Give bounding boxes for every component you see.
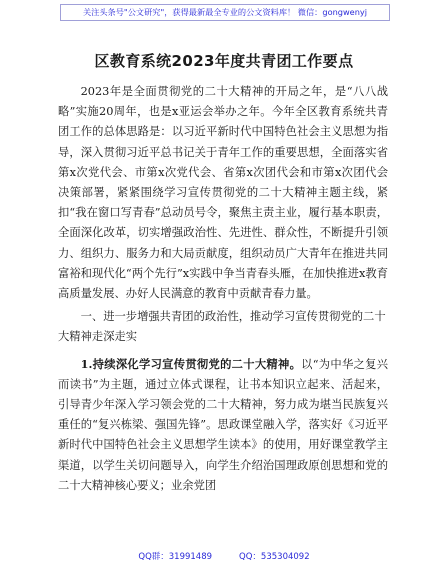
section-heading: 一、进一步增强共青团的政治性，推动学习宣传贯彻党的二十大精神走深走实 [58, 310, 386, 344]
document-title: 区教育系统2023年度共青团工作要点 [94, 52, 354, 70]
item-lead: 1.持续深化学习宣传贯彻党的二十大精神。 [80, 356, 302, 371]
item-paragraph [58, 354, 388, 496]
intro-paragraph: 2023年是全面贯彻党的二十大精神的开局之年，是“八八战略”实施20周年，也是x亚运会举办之年。今年全区教育系统共青团工作的总体思路是：以习近平新时代中国特色社会主义思想为指导，深入贯彻习近平总书记关于青年工作的重要思想，全面落实省第x次党代会、市第x次党代会、省第x次团代会和市第x次团代会决策部署，紧紧围绕学习宣传贯彻党的二十大精神主题主线，紧扣“我在窗口写青春”总动员号令，聚焦主责主业，履行基本职责，全面深化改革，切实增强政治性、先进性、群众性，不断提升引领力、组织力、服务力和大局贡献度，组织动员广大青年在推进共同富裕和现代化“两个先行”x实践中争当青春头雁，在加快推进x教育高质量发展、办好人民满意的教育中贡献青春力量。 [58, 85, 388, 301]
contact-footer: QQ群：31991489 QQ：535304092 [138, 552, 310, 562]
promo-banner [60, 4, 390, 21]
item-text: 以“为中华之复兴而读书”为主题，通过立体式课程，让书本知识立起来、活起来，引导青少年深入学习领会党的二十大精神，努力成为堪当民族复兴重任的“复兴栋梁、强国先锋”。思政课堂融入学，落实好《习近平新时代中国特色社会主义思想学生读本》的使用，用好课堂教学主渠道，以学生关切问题导入，向学生介绍治国理政原创思想和党的二十大精神核心要义；业余党团 [58, 357, 389, 492]
promo-banner-text: 关注头条号"公文研究"，获得最新最全专业的公文资料库！ 微信：gongwenyj [82, 7, 368, 17]
document-body [58, 82, 388, 496]
